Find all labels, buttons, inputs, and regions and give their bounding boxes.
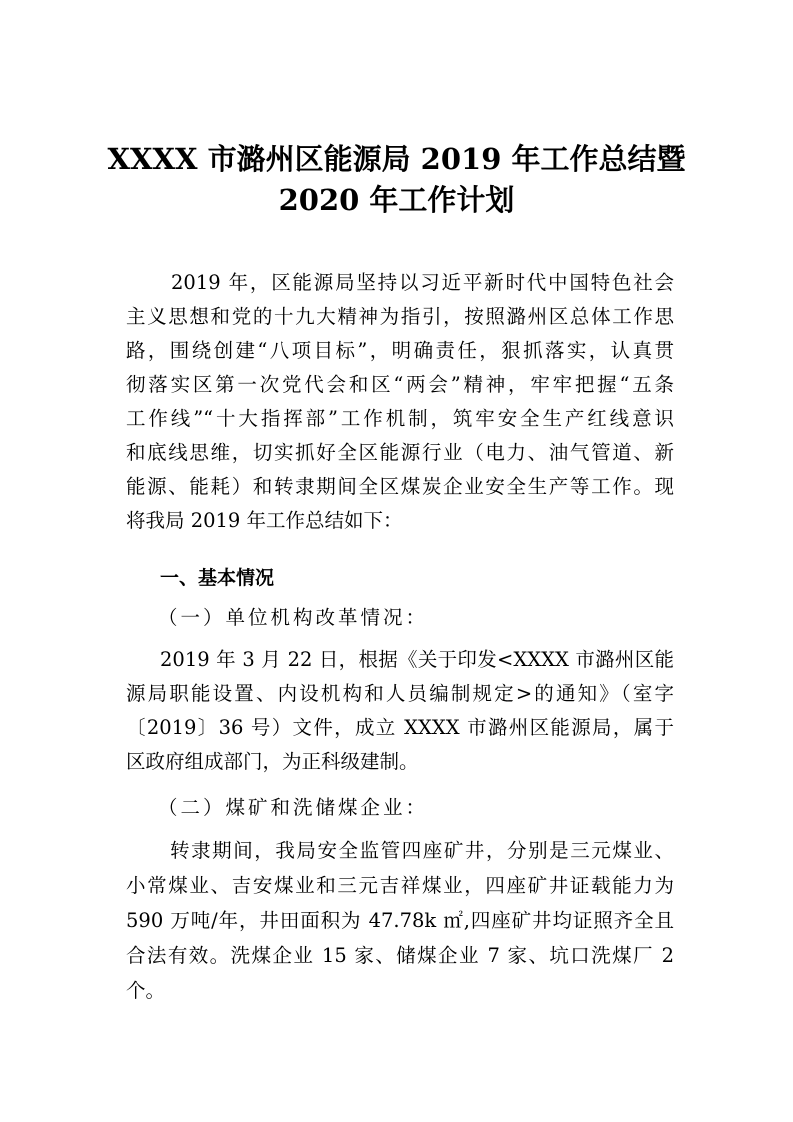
paragraph-line: 小常煤业、吉安煤业和三元吉祥煤业，四座矿井证载能力为 (126, 874, 674, 897)
paragraph-line: 2019 年，区能源局坚持以习近平新时代中国特色社会 (171, 271, 674, 294)
paragraph-line: 工作线”“十大指挥部”工作机制，筑牢安全生产红线意识 (126, 407, 674, 430)
paragraph-line: 和底线思维，切实抓好全区能源行业（电力、油气管道、新 (126, 441, 674, 464)
paragraph-line: 个。 (126, 979, 166, 1002)
paragraph-line: 将我局 2019 年工作总结如下： (126, 509, 403, 532)
paragraph-line: 主义思想和党的十九大精神为指引，按照潞州区总体工作思 (126, 305, 674, 328)
paragraph-line: 源局职能设置、内设机构和人员编制规定>的通知》（室字 (126, 682, 674, 705)
paragraph-line: 能源、能耗）和转隶期间全区煤炭企业安全生产等工作。现 (126, 475, 674, 498)
document-title-line-1: XXXX 市潞州区能源局 2019 年工作总结暨 (107, 142, 686, 176)
section-heading-basic-situation: 一、基本情况 (160, 567, 275, 589)
paragraph-line: 合法有效。洗煤企业 15 家、储煤企业 7 家、坑口洗煤厂 2 (126, 944, 674, 967)
paragraph-line: 彻落实区第一次党代会和区“两会”精神，牢牢把握“五条 (126, 373, 674, 396)
subsection-heading-coal-mines: （二）煤矿和洗储煤企业： (158, 796, 429, 819)
paragraph-line: 〔2019〕36 号）文件，成立 XXXX 市潞州区能源局，属于 (126, 716, 674, 739)
document-title-line-2: 2020 年工作计划 (278, 183, 515, 217)
paragraph-line: 590 万吨/年，井田面积为 47.78k ㎡,四座矿井均证照齐全且 (126, 909, 674, 932)
paragraph-line: 2019 年 3 月 22 日，根据《关于印发<XXXX 市潞州区能 (160, 648, 674, 671)
subsection-heading-institutional-reform: （一）单位机构改革情况： (158, 606, 429, 629)
paragraph-line: 转隶期间，我局安全监管四座矿井，分别是三元煤业、 (170, 839, 674, 862)
paragraph-line: 路，围绕创建“八项目标”，明确责任，狠抓落实，认真贯 (126, 339, 674, 362)
paragraph-line: 区政府组成部门，为正科级建制。 (126, 750, 419, 773)
